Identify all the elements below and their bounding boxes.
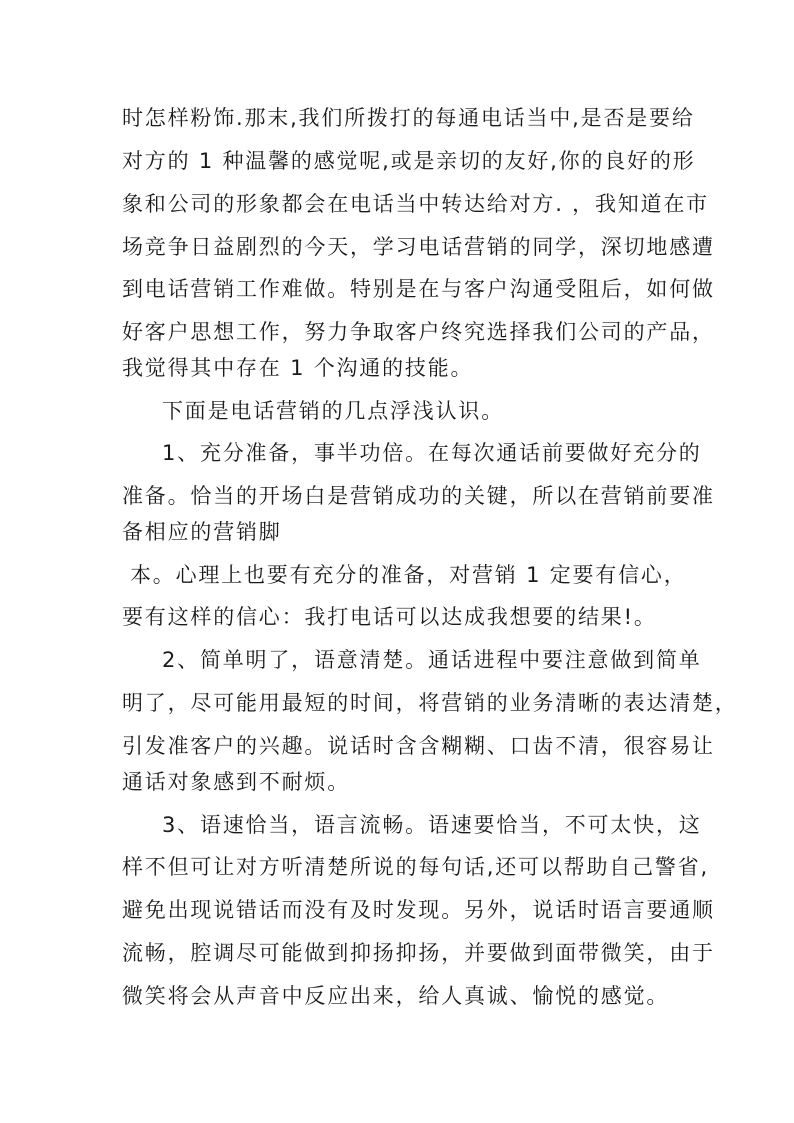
text-line: 要有这样的信心：我打电话可以达成我想要的结果!。 — [122, 605, 657, 629]
text-line: 好客户思想工作，努力争取客户终究选择我们公司的产品， — [122, 320, 715, 344]
text-line: 引发准客户的兴趣。说话时含含糊糊、口齿不清，很容易让 — [122, 734, 715, 758]
text-line: 样不但可让对方听清楚所说的每句话,还可以帮助自己警省, — [122, 855, 709, 879]
text-line: 本。心理上也要有充分的准备，对营销 1 定要有信心， — [130, 563, 687, 587]
text-line: 微笑将会从声音中反应出来，给人真诚、愉悦的感觉。 — [122, 984, 670, 1008]
text-line: 场竞争日益剧烈的今天，学习电话营销的同学，深切地感遭 — [122, 235, 715, 259]
text-line: 流畅，腔调尽可能做到抑扬抑扬，并要做到面带微笑，由于 — [122, 941, 715, 965]
text-line: 时怎样粉饰.那末,我们所拨打的每通电话当中,是否是要给 — [122, 106, 695, 130]
text-line: 避免出现说错话而没有及时发现。另外，说话时语言要通顺 — [122, 898, 715, 922]
text-line: 2、简单明了，语意清楚。通话进程中要注意做到简单 — [162, 648, 702, 672]
text-line: 备相应的营销脚 — [122, 520, 282, 544]
text-line: 我觉得其中存在 1 个沟通的技能。 — [122, 356, 474, 380]
text-line: 通话对象感到不耐烦。 — [122, 770, 350, 794]
text-line: 明了，尽可能用最短的时间，将营销的业务清晰的表达清楚， — [122, 691, 738, 715]
text-line: 3、语速恰当，语言流畅。语速要恰当，不可太快，这 — [162, 813, 702, 837]
text-line: 象和公司的形象都会在电话当中转达给对方. ，我知道在市 — [122, 192, 709, 216]
text-line: 准备。恰当的开场白是营销成功的关键，所以在营销前要准 — [122, 484, 715, 508]
text-line: 对方的 1 种温馨的感觉呢,或是亲切的友好,你的良好的形 — [122, 149, 696, 173]
text-line: 下面是电话营销的几点浮浅认识。 — [162, 399, 504, 423]
text-line: 到电话营销工作难做。特别是在与客户沟通受阻后，如何做 — [122, 277, 715, 301]
text-line: 1、充分准备，事半功倍。在每次通话前要做好充分的 — [162, 441, 702, 465]
